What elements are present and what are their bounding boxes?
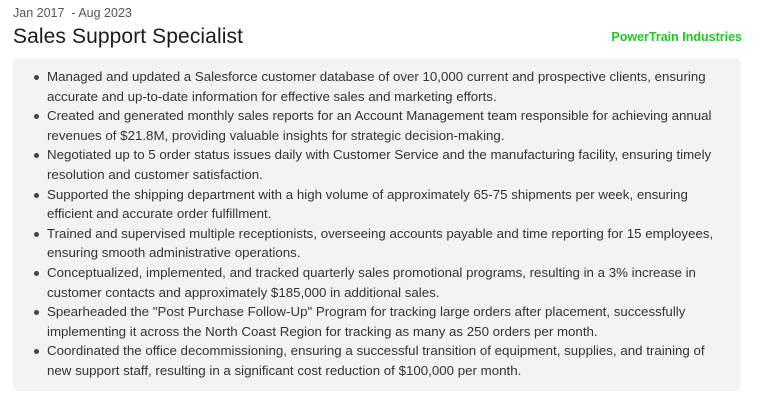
list-item: Conceptualized, implemented, and tracked quarterly sales promotional programs, resulting in a 3% increase in customer contacts and approximately $185,000 in additional sales.	[47, 263, 723, 302]
company-name: PowerTrain Industries	[611, 30, 742, 44]
responsibilities-list	[47, 67, 723, 381]
list-item: Negotiated up to 5 order status issues daily with Customer Service and the manufacturing facility, ensuring timely resolution and customer satisfaction.	[47, 145, 723, 184]
job-title: Sales Support Specialist	[13, 25, 244, 48]
list-item: Coordinated the office decommissioning, ensuring a successful transition of equipment, supplies, and training of new support staff, resulting in a significant cost reduction of $100,000 per month.	[47, 341, 723, 380]
list-item: Managed and updated a Salesforce customer database of over 10,000 current and prospective clients, ensuring accurate and up-to-date information for effective sales and marketing efforts.	[47, 67, 723, 106]
list-item: Created and generated monthly sales reports for an Account Management team responsible for achieving annual revenues of $21.8M, providing valuable insights for strategic decision-making.	[47, 106, 723, 145]
date-range: Jan 2017 - Aug 2023	[13, 6, 132, 20]
list-item: Supported the shipping department with a high volume of approximately 65-75 shipments per week, ensuring efficient and accurate order fulfillment.	[47, 185, 723, 224]
list-item: Spearheaded the "Post Purchase Follow-Up" Program for tracking large orders after placement, successfully implementing it across the North Coast Region for tracking as many as 250 orders per month.	[47, 302, 723, 341]
list-item: Trained and supervised multiple receptionists, overseeing accounts payable and time reporting for 15 employees, ensuring smooth administrative operations.	[47, 224, 723, 263]
responsibilities-card	[13, 58, 741, 391]
